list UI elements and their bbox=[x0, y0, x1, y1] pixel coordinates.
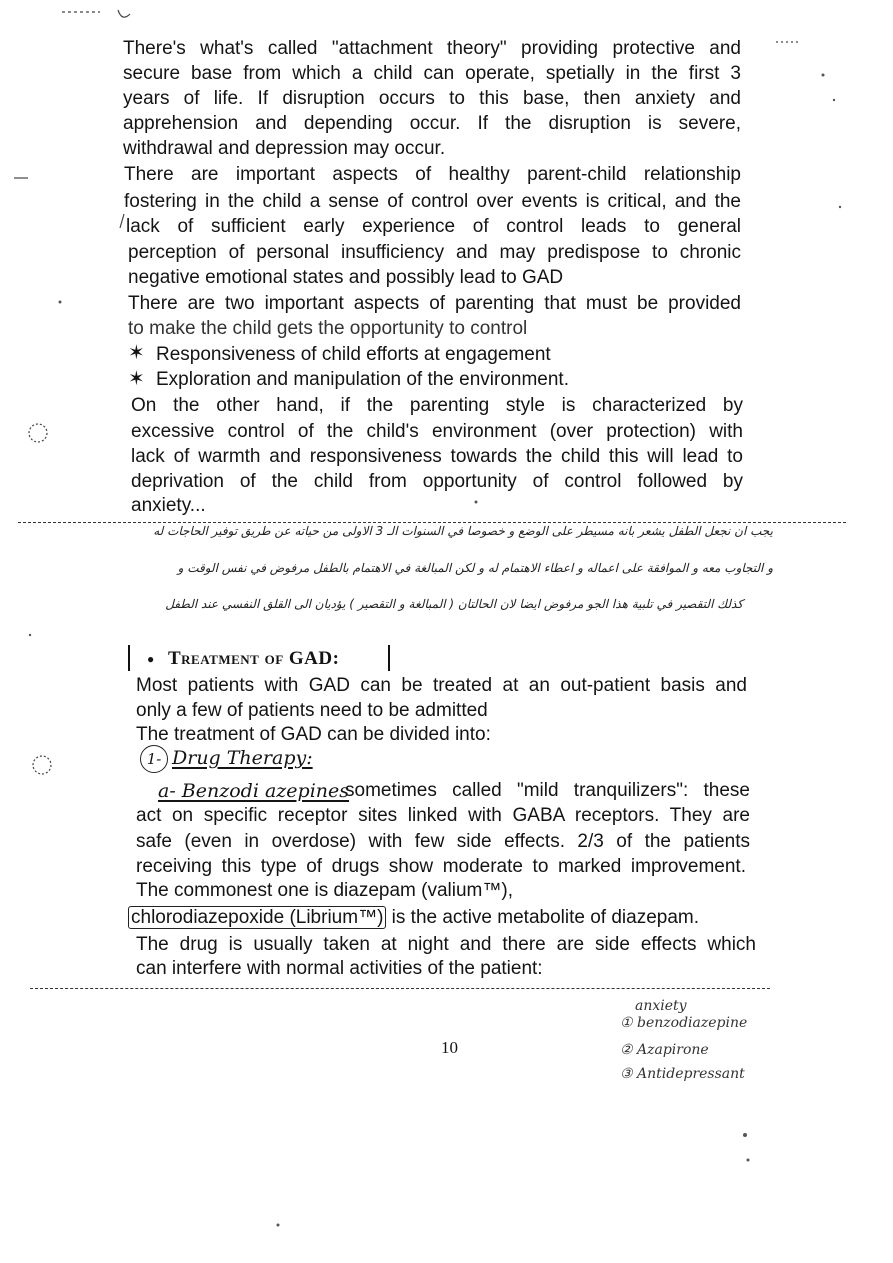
margin-note-item-2: ② Azapirone bbox=[620, 1042, 709, 1058]
drug-therapy-label: Drug Therapy: bbox=[172, 747, 313, 769]
arabic-note-line-2: و التجاوب معه و الموافقة على اعماله و اعطاء الاهتمام له و لكن المبالغة في الاهتمام بالطفل مرفوض في نفس الوقت و bbox=[177, 561, 773, 575]
librium-rest: is the active metabolite of diazepam. bbox=[391, 907, 700, 928]
benzo-line-5: The commonest one is diazepam (valium™), bbox=[136, 880, 513, 901]
librium-boxed: chlorodiazepoxide (Librium™) bbox=[128, 906, 386, 929]
final-line-2: can interfere with normal activities of the patient: bbox=[136, 958, 543, 979]
para2-line-4: perception of personal insufficiency and may predispose to chronic bbox=[128, 242, 741, 263]
treatment-heading: Treatment of GAD: bbox=[168, 648, 340, 669]
treatment-line-1: Most patients with GAD can be treated at an out-patient basis and bbox=[136, 675, 747, 696]
benzo-prefix: a- Benzodi azepines bbox=[158, 780, 350, 802]
para1-line-2: secure base from which a child can operate, spetially in the first 3 bbox=[123, 63, 741, 84]
para2-line-5: negative emotional states and possibly lead to GAD bbox=[128, 267, 564, 288]
star-bullet-icon: ✶ bbox=[128, 368, 145, 390]
benzo-line-2: act on specific receptor sites linked with GABA receptors. They are bbox=[136, 805, 750, 826]
benzo-line-4: receiving this type of drugs show moderate to marked improvement. bbox=[136, 856, 746, 877]
para1-line-5: withdrawal and depression may occur. bbox=[123, 138, 446, 159]
benzo-line-1: sometimes called "mild tranquilizers": these bbox=[345, 780, 750, 801]
final-line-1: The drug is usually taken at night and there are side effects which bbox=[136, 934, 756, 955]
para4-line-5: anxiety... bbox=[131, 495, 206, 516]
para4-line-2: excessive control of the child's environment (over protection) with bbox=[131, 421, 743, 442]
para1-line-1: There's what's called "attachment theory" providing protective and bbox=[123, 38, 741, 59]
para4-line-3: lack of warmth and responsiveness towards the child this will lead to bbox=[131, 446, 743, 467]
para1-line-3: years of life. If disruption occurs to this base, then anxiety and bbox=[123, 88, 741, 109]
treatment-line-2: only a few of patients need to be admitted bbox=[136, 700, 488, 721]
margin-note-item-3: ③ Antidepressant bbox=[620, 1066, 745, 1082]
arabic-note-line-1: يجب ان نجعل الطفل يشعر بانه مسيطر على الوضع و خصوصا في السنوات الـ 3 الاولى من حياته عن طريق توفير الحاجات له bbox=[153, 524, 773, 538]
margin-note-item-1: ① benzodiazepine bbox=[620, 1015, 748, 1031]
arabic-note-line-3: كذلك التقصير في تلبية هذا الجو مرفوض ايضا لان الحالتان ( المبالغة و التقصير ) يؤديان الى القلق النفسي عند الطفل bbox=[165, 597, 743, 611]
page-number: 10 bbox=[441, 1038, 458, 1057]
benzo-line-3: safe (even in overdose) with few side effects. 2/3 of the patients bbox=[136, 831, 750, 852]
star-bullet-icon: ✶ bbox=[128, 342, 145, 364]
para3-line-1: There are two important aspects of parenting that must be provided bbox=[128, 293, 741, 314]
para1-line-4: apprehension and depending occur. If the disruption is severe, bbox=[123, 113, 741, 134]
para3-line-2: to make the child gets the opportunity to control bbox=[128, 318, 528, 339]
para4-line-1: On the other hand, if the parenting style is characterized by bbox=[131, 395, 743, 416]
para2-line-3: lack of sufficient early experience of control leads to general bbox=[126, 216, 741, 237]
bullet-1: Responsiveness of child efforts at engagement bbox=[156, 344, 551, 365]
treatment-line-3: The treatment of GAD can be divided into: bbox=[136, 724, 491, 745]
para2-line-2: fostering in the child a sense of control over events is critical, and the bbox=[124, 191, 741, 212]
para4-line-4: deprivation of the child from opportunity of control followed by bbox=[131, 471, 743, 492]
circle-bullet-icon: ● bbox=[147, 652, 155, 666]
numbered-circle: 1- bbox=[140, 745, 168, 773]
bullet-2: Exploration and manipulation of the environment. bbox=[156, 369, 569, 390]
para2-line-1: There are important aspects of healthy parent-child relationship bbox=[124, 164, 741, 185]
margin-note-title: anxiety bbox=[635, 998, 687, 1014]
